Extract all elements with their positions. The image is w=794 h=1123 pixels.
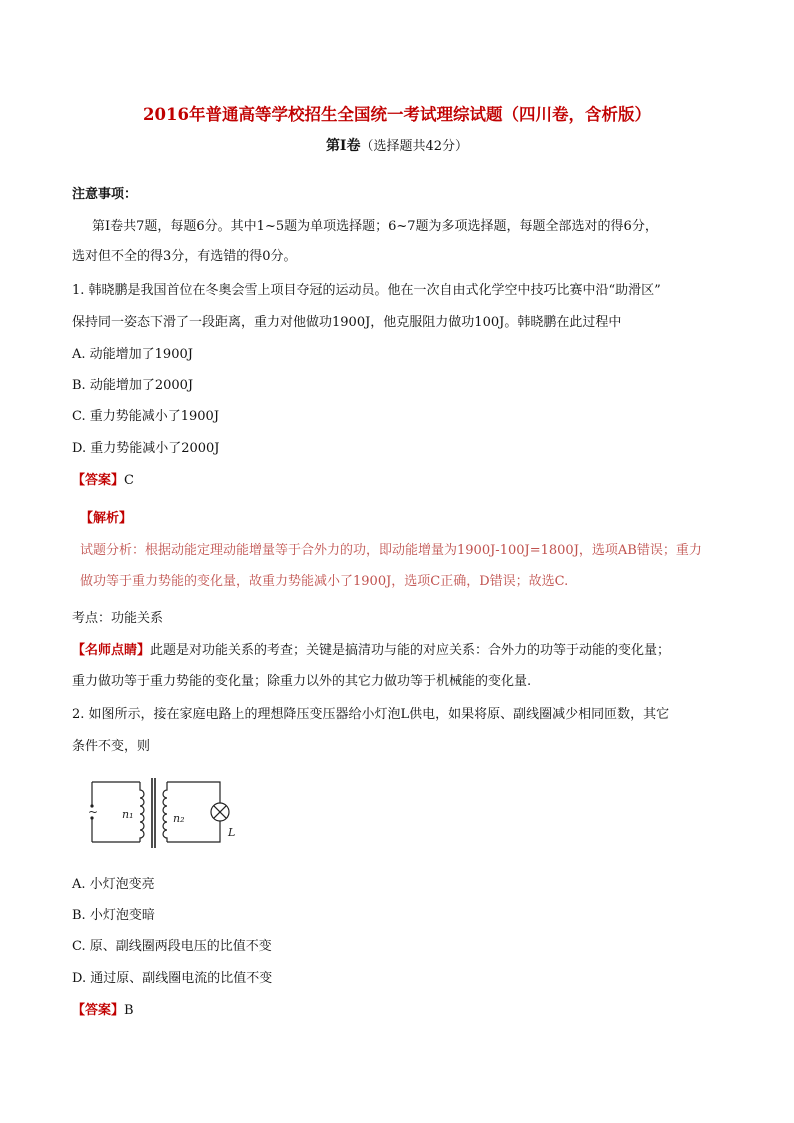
lamp-label: L [228,826,236,839]
q1-point: 考点：功能关系 [72,611,164,626]
q1-tips-line-1 [72,642,670,660]
n1-label: n₁ [122,808,134,821]
page-title: 2016年普通高等学校招生全国统一考试理综试题（四川卷，含析版） [143,105,651,124]
q1-analysis-label: 【解析】 [80,511,133,526]
ac-source-symbol: ~ [88,805,99,819]
q2-answer [72,1002,134,1020]
volume-note: （选择题共42分） [360,139,469,154]
q1-option-d: D. 重力势能减小了2000J [72,441,220,456]
q2-stem-line-1: 2. 如图所示，接在家庭电路上的理想降压变压器给小灯泡L供电，如果将原、副线圈减少相同匝数，其它 [72,707,670,722]
q1-answer-value: C [124,473,134,488]
q2-option-c: C. 原、副线圈两段电压的比值不变 [72,939,272,954]
q2-stem-line-2: 条件不变，则 [72,739,151,754]
notice-line-2: 选对但不全的得3分，有选错的得0分。 [72,249,297,264]
volume-heading [0,136,794,157]
notice-heading: 注意事项： [72,187,138,202]
notice-line-1: 第Ⅰ卷共7题，每题6分。其中1~5题为单项选择题；6~7题为多项选择题，每题全部选对的得6分， [92,219,658,234]
q1-analysis-line-2: 做功等于重力势能的变化量，故重力势能减小了1900J，选项C正确，D错误；故选C. [80,574,569,589]
primary-coil [140,782,144,842]
q2-option-a: A. 小灯泡变亮 [72,877,155,892]
q1-tips-label: 【名师点睛】 [72,643,151,658]
q2-option-d: D. 通过原、副线圈电流的比值不变 [72,971,273,986]
n2-label: n₂ [173,812,185,825]
q1-option-c: C. 重力势能减小了1900J [72,409,220,424]
secondary-top-wire [167,782,220,803]
q1-answer-label: 【答案】 [72,473,125,488]
q2-answer-label: 【答案】 [72,1003,125,1018]
q1-tips-text: 此题是对功能关系的考查；关键是搞清功与能的对应关系：合外力的功等于动能的变化量； [150,643,671,658]
q1-stem-line-1: 1. 韩晓鹏是我国首位在冬奥会雪上项目夺冠的运动员。他在一次自由式化学空中技巧比赛中沿“助滑区” [72,283,661,298]
q1-tips-line-2: 重力做功等于重力势能的变化量；除重力以外的其它力做功等于机械能的变化量. [72,674,532,689]
q1-stem-line-2: 保持同一姿态下滑了一段距离，重力对他做功1900J，他克服阻力做功100J。韩晓鹏在此过程中 [72,315,622,330]
q2-answer-value: B [124,1003,134,1018]
q1-option-a: A. 动能增加了1900J [72,347,193,362]
volume-label: 第Ⅰ卷 [325,138,361,154]
q2-option-b: B. 小灯泡变暗 [72,908,155,923]
transformer-circuit-diagram [82,772,242,852]
secondary-coil [163,782,167,842]
q1-option-b: B. 动能增加了2000J [72,378,194,393]
q1-answer [72,472,134,490]
q1-analysis-line-1: 试题分析：根据动能定理动能增量等于合外力的功，即动能增量为1900J-100J=1800J，选项AB错误；重力 [80,543,702,558]
